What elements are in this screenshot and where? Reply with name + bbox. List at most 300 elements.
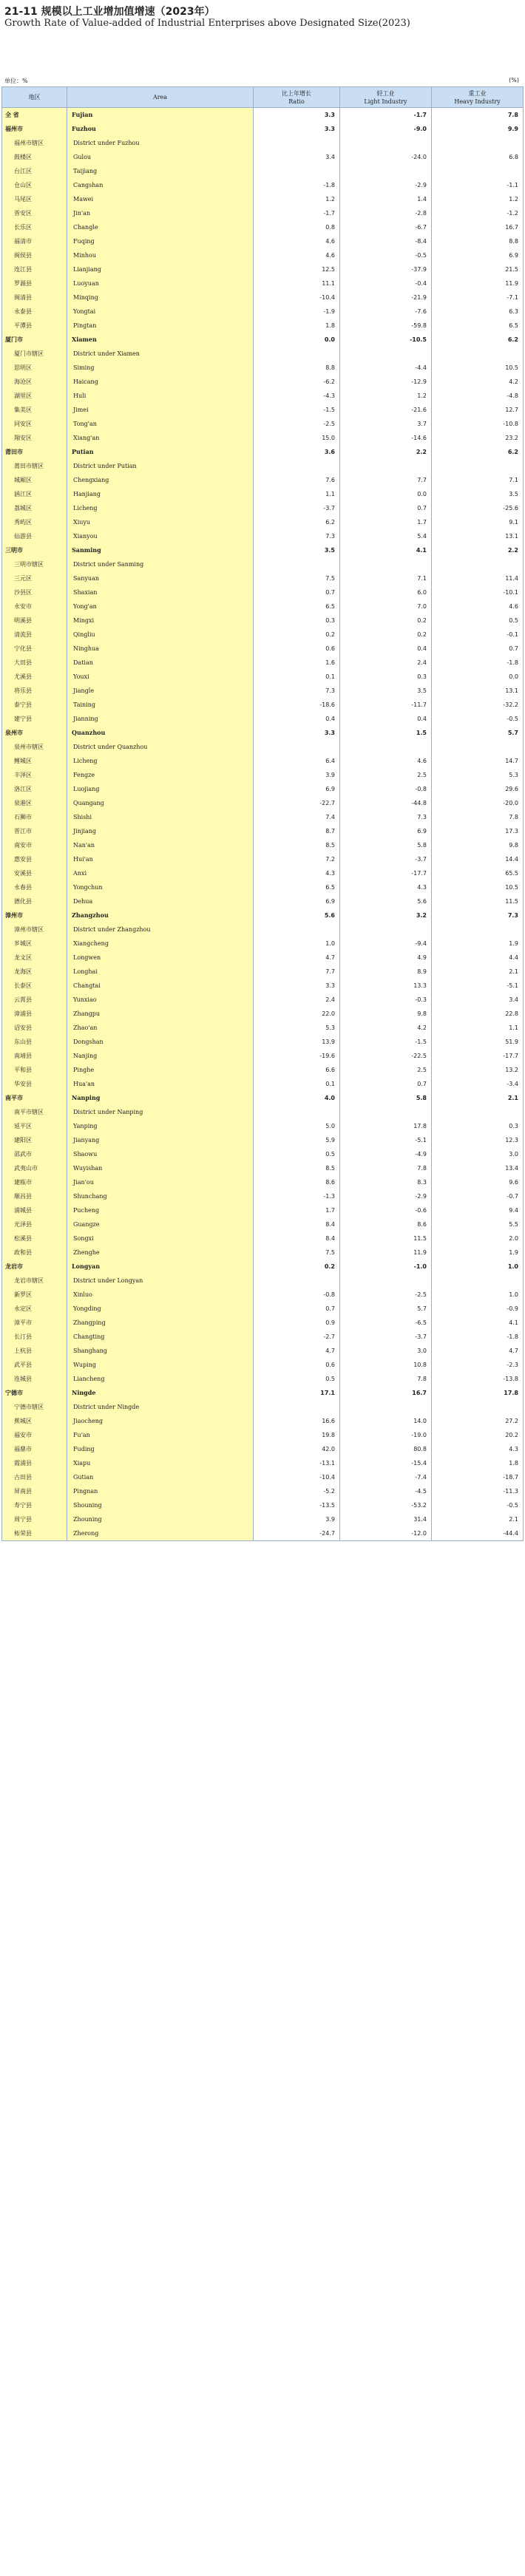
area-en-cell: Wuyishan: [67, 1161, 254, 1175]
header-heavy: [432, 87, 524, 108]
table-row: [2, 1007, 524, 1021]
light-cell: 6.0: [340, 585, 432, 599]
heavy-cell: -1.8: [432, 656, 524, 670]
table-row: [2, 1316, 524, 1330]
area-zh-cell: 厦门市: [2, 333, 67, 347]
header-area-en: Area: [67, 87, 254, 108]
light-cell: 4.9: [340, 951, 432, 965]
table-row: [2, 1133, 524, 1147]
table-row: [2, 136, 524, 150]
light-cell: -9.0: [340, 122, 432, 136]
table-row: [2, 880, 524, 894]
ratio-cell: 6.2: [254, 515, 340, 529]
area-en-cell: Luoyuan: [67, 276, 254, 290]
area-zh-cell: 闽清县: [2, 290, 67, 305]
area-en-cell: Yongding: [67, 1302, 254, 1316]
ratio-cell: 0.3: [254, 614, 340, 628]
ratio-cell: -13.1: [254, 1456, 340, 1470]
area-en-cell: District under Sanming: [67, 557, 254, 571]
heavy-cell: 0.3: [432, 1119, 524, 1133]
area-zh-cell: 仓山区: [2, 178, 67, 192]
area-zh-cell: 龙海区: [2, 965, 67, 979]
ratio-cell: 13.9: [254, 1035, 340, 1049]
area-en-cell: Zherong: [67, 1526, 254, 1541]
ratio-cell: 1.2: [254, 192, 340, 206]
light-cell: 31.4: [340, 1512, 432, 1526]
heavy-cell: 14.4: [432, 852, 524, 866]
heavy-cell: 27.2: [432, 1414, 524, 1428]
area-en-cell: Jin'an: [67, 206, 254, 220]
area-en-cell: Yongchun: [67, 880, 254, 894]
area-zh-cell: 鼓楼区: [2, 150, 67, 164]
table-row: [2, 768, 524, 782]
area-en-cell: Minqing: [67, 290, 254, 305]
area-zh-cell: 长泰区: [2, 979, 67, 993]
area-en-cell: Fuding: [67, 1442, 254, 1456]
area-en-cell: Shunchang: [67, 1189, 254, 1203]
area-zh-cell: 安溪县: [2, 866, 67, 880]
light-cell: -15.4: [340, 1456, 432, 1470]
area-zh-cell: 连江县: [2, 262, 67, 276]
ratio-cell: 8.5: [254, 838, 340, 852]
table-row: [2, 1442, 524, 1456]
area-zh-cell: 漳州市: [2, 908, 67, 922]
area-en-cell: Hanjiang: [67, 487, 254, 501]
heavy-cell: -17.7: [432, 1049, 524, 1063]
area-en-cell: Zhangpu: [67, 1007, 254, 1021]
table-row: [2, 305, 524, 319]
ratio-cell: 12.5: [254, 262, 340, 276]
unit-symbol: (%): [509, 77, 519, 84]
light-cell: -0.5: [340, 248, 432, 262]
header-heavy-en: Heavy Industry: [454, 98, 501, 105]
ratio-cell: [254, 740, 340, 754]
area-en-cell: District under Putian: [67, 459, 254, 473]
table-row: [2, 810, 524, 824]
table-row: [2, 670, 524, 684]
table-row: [2, 1274, 524, 1288]
light-cell: 0.7: [340, 1077, 432, 1091]
light-cell: [340, 136, 432, 150]
light-cell: 7.1: [340, 571, 432, 585]
area-en-cell: Datian: [67, 656, 254, 670]
area-en-cell: Yunxiao: [67, 993, 254, 1007]
light-cell: 2.4: [340, 656, 432, 670]
area-zh-cell: 莆田市: [2, 445, 67, 459]
light-cell: -0.3: [340, 993, 432, 1007]
ratio-cell: 7.6: [254, 473, 340, 487]
table-row: [2, 1428, 524, 1442]
area-zh-cell: 宁化县: [2, 642, 67, 656]
ratio-cell: 8.5: [254, 1161, 340, 1175]
light-cell: 4.3: [340, 880, 432, 894]
heavy-cell: 13.4: [432, 1161, 524, 1175]
table-row: [2, 150, 524, 164]
table-row: [2, 459, 524, 473]
area-zh-cell: 福安市: [2, 1428, 67, 1442]
light-cell: 7.8: [340, 1161, 432, 1175]
light-cell: 7.3: [340, 810, 432, 824]
table-row: [2, 754, 524, 768]
ratio-cell: 0.6: [254, 642, 340, 656]
heavy-cell: [432, 740, 524, 754]
area-zh-cell: 福鼎市: [2, 1442, 67, 1456]
area-zh-cell: 建阳区: [2, 1133, 67, 1147]
light-cell: 4.1: [340, 543, 432, 557]
area-en-cell: Anxi: [67, 866, 254, 880]
ratio-cell: 6.5: [254, 599, 340, 614]
area-en-cell: Ninghua: [67, 642, 254, 656]
heavy-cell: 3.0: [432, 1147, 524, 1161]
area-zh-cell: 大田县: [2, 656, 67, 670]
header-light-zh: 轻工业: [376, 89, 395, 97]
area-en-cell: Fengze: [67, 768, 254, 782]
area-zh-cell: 三明市: [2, 543, 67, 557]
ratio-cell: -1.9: [254, 305, 340, 319]
ratio-cell: -0.8: [254, 1288, 340, 1302]
area-zh-cell: 屏南县: [2, 1484, 67, 1498]
table-row: [2, 1400, 524, 1414]
area-zh-cell: 湖里区: [2, 389, 67, 403]
area-en-cell: Shaowu: [67, 1147, 254, 1161]
light-cell: -10.5: [340, 333, 432, 347]
area-zh-cell: 鲤城区: [2, 754, 67, 768]
ratio-cell: 0.7: [254, 1302, 340, 1316]
light-cell: 1.5: [340, 726, 432, 740]
heavy-cell: 22.8: [432, 1007, 524, 1021]
heavy-cell: 2.1: [432, 1512, 524, 1526]
area-en-cell: Licheng: [67, 754, 254, 768]
ratio-cell: 8.4: [254, 1231, 340, 1245]
light-cell: -1.0: [340, 1260, 432, 1274]
area-en-cell: Jianning: [67, 712, 254, 726]
area-en-cell: Siming: [67, 361, 254, 375]
heavy-cell: -4.8: [432, 389, 524, 403]
ratio-cell: 4.6: [254, 248, 340, 262]
table-row: [2, 375, 524, 389]
heavy-cell: 65.5: [432, 866, 524, 880]
area-en-cell: Shanghang: [67, 1344, 254, 1358]
ratio-cell: 1.1: [254, 487, 340, 501]
area-zh-cell: 蕉城区: [2, 1414, 67, 1428]
light-cell: [340, 1274, 432, 1288]
light-cell: -0.8: [340, 782, 432, 796]
ratio-cell: -18.6: [254, 698, 340, 712]
heavy-cell: [432, 557, 524, 571]
light-cell: 4.2: [340, 1021, 432, 1035]
area-en-cell: Xiapu: [67, 1456, 254, 1470]
heavy-cell: -20.0: [432, 796, 524, 810]
light-cell: -17.7: [340, 866, 432, 880]
table-row: [2, 192, 524, 206]
light-cell: -7.4: [340, 1470, 432, 1484]
table-row: [2, 937, 524, 951]
heavy-cell: 29.6: [432, 782, 524, 796]
table-row: [2, 515, 524, 529]
table-row: [2, 473, 524, 487]
area-zh-cell: 永定区: [2, 1302, 67, 1316]
table-row: [2, 234, 524, 248]
light-cell: -7.6: [340, 305, 432, 319]
light-cell: [340, 1400, 432, 1414]
heavy-cell: -1.1: [432, 178, 524, 192]
area-en-cell: Yanping: [67, 1119, 254, 1133]
area-en-cell: Quangang: [67, 796, 254, 810]
light-cell: [340, 740, 432, 754]
ratio-cell: -1.8: [254, 178, 340, 192]
table-row: [2, 501, 524, 515]
area-zh-cell: 长汀县: [2, 1330, 67, 1344]
area-en-cell: Cangshan: [67, 178, 254, 192]
ratio-cell: 3.3: [254, 979, 340, 993]
table-row-city: [2, 726, 524, 740]
ratio-cell: 0.1: [254, 670, 340, 684]
heavy-cell: 6.5: [432, 319, 524, 333]
area-zh-cell: 东山县: [2, 1035, 67, 1049]
area-en-cell: Xinluo: [67, 1288, 254, 1302]
area-en-cell: Sanyuan: [67, 571, 254, 585]
table-row: [2, 1245, 524, 1260]
ratio-cell: [254, 136, 340, 150]
ratio-cell: 3.9: [254, 1512, 340, 1526]
area-zh-cell: 平和县: [2, 1063, 67, 1077]
heavy-cell: 1.0: [432, 1260, 524, 1274]
area-en-cell: Haicang: [67, 375, 254, 389]
page-title-en: Growth Rate of Value-added of Industrial Enterprises above Designated Size(2023): [4, 18, 410, 29]
heavy-cell: 2.1: [432, 965, 524, 979]
header-light: [340, 87, 432, 108]
table-row: [2, 1105, 524, 1119]
table-row: [2, 1077, 524, 1091]
heavy-cell: 4.4: [432, 951, 524, 965]
ratio-cell: 0.9: [254, 1316, 340, 1330]
light-cell: 5.7: [340, 1302, 432, 1316]
area-en-cell: District under Nanping: [67, 1105, 254, 1119]
area-en-cell: Xiang'an: [67, 431, 254, 445]
light-cell: -12.0: [340, 1526, 432, 1541]
heavy-cell: 1.2: [432, 192, 524, 206]
ratio-cell: -1.5: [254, 403, 340, 417]
area-en-cell: Pucheng: [67, 1203, 254, 1217]
light-cell: 0.2: [340, 628, 432, 642]
table-row: [2, 248, 524, 262]
area-en-cell: Zhouning: [67, 1512, 254, 1526]
table-row: [2, 1035, 524, 1049]
light-cell: 16.7: [340, 1386, 432, 1400]
area-en-cell: Yongtai: [67, 305, 254, 319]
area-en-cell: Taining: [67, 698, 254, 712]
light-cell: 10.8: [340, 1358, 432, 1372]
table-row: [2, 979, 524, 993]
heavy-cell: 3.4: [432, 993, 524, 1007]
table-row: [2, 585, 524, 599]
light-cell: -1.5: [340, 1035, 432, 1049]
area-en-cell: Changle: [67, 220, 254, 234]
area-zh-cell: 上杭县: [2, 1344, 67, 1358]
area-en-cell: Changting: [67, 1330, 254, 1344]
area-en-cell: Shouning: [67, 1498, 254, 1512]
heavy-cell: 20.2: [432, 1428, 524, 1442]
area-en-cell: Luojiang: [67, 782, 254, 796]
area-en-cell: Jiangle: [67, 684, 254, 698]
light-cell: -59.8: [340, 319, 432, 333]
table-row: [2, 529, 524, 543]
light-cell: 8.3: [340, 1175, 432, 1189]
table-row-city: [2, 1260, 524, 1274]
heavy-cell: 1.1: [432, 1021, 524, 1035]
area-zh-cell: 思明区: [2, 361, 67, 375]
ratio-cell: 0.6: [254, 1358, 340, 1372]
ratio-cell: 7.5: [254, 1245, 340, 1260]
light-cell: 0.3: [340, 670, 432, 684]
area-zh-cell: 尤溪县: [2, 670, 67, 684]
area-en-cell: Chengxiang: [67, 473, 254, 487]
table-row: [2, 1358, 524, 1372]
area-zh-cell: 莆田市辖区: [2, 459, 67, 473]
heavy-cell: [432, 136, 524, 150]
area-en-cell: Longyan: [67, 1260, 254, 1274]
area-zh-cell: 全 省: [2, 108, 67, 123]
ratio-cell: 6.4: [254, 754, 340, 768]
ratio-cell: 0.1: [254, 1077, 340, 1091]
table-row: [2, 487, 524, 501]
area-en-cell: Minhou: [67, 248, 254, 262]
area-zh-cell: 永春县: [2, 880, 67, 894]
area-en-cell: Longwen: [67, 951, 254, 965]
table-row: [2, 220, 524, 234]
table-row: [2, 894, 524, 908]
heavy-cell: 11.4: [432, 571, 524, 585]
heavy-cell: 13.2: [432, 1063, 524, 1077]
table-row: [2, 838, 524, 852]
area-en-cell: Liancheng: [67, 1372, 254, 1386]
table-row: [2, 922, 524, 937]
ratio-cell: 1.7: [254, 1203, 340, 1217]
heavy-cell: 1.0: [432, 1288, 524, 1302]
ratio-cell: 7.3: [254, 684, 340, 698]
area-en-cell: Xianyou: [67, 529, 254, 543]
light-cell: -24.0: [340, 150, 432, 164]
area-zh-cell: 三元区: [2, 571, 67, 585]
light-cell: 5.6: [340, 894, 432, 908]
heavy-cell: 6.3: [432, 305, 524, 319]
table-header-row: [2, 87, 524, 108]
ratio-cell: 0.0: [254, 333, 340, 347]
heavy-cell: [432, 1105, 524, 1119]
ratio-cell: 6.5: [254, 880, 340, 894]
heavy-cell: 5.3: [432, 768, 524, 782]
table-row: [2, 417, 524, 431]
area-en-cell: Youxi: [67, 670, 254, 684]
light-cell: -4.5: [340, 1484, 432, 1498]
light-cell: 7.8: [340, 1372, 432, 1386]
heavy-cell: 9.1: [432, 515, 524, 529]
ratio-cell: 4.7: [254, 1344, 340, 1358]
area-zh-cell: 德化县: [2, 894, 67, 908]
ratio-cell: 7.7: [254, 965, 340, 979]
area-zh-cell: 平潭县: [2, 319, 67, 333]
heavy-cell: 6.2: [432, 333, 524, 347]
table-row-city: [2, 543, 524, 557]
area-en-cell: Mawei: [67, 192, 254, 206]
table-row: [2, 571, 524, 585]
light-cell: 3.2: [340, 908, 432, 922]
area-en-cell: Xiangcheng: [67, 937, 254, 951]
light-cell: 0.4: [340, 642, 432, 656]
area-zh-cell: 建瓯市: [2, 1175, 67, 1189]
area-zh-cell: 闽侯县: [2, 248, 67, 262]
area-zh-cell: 华安县: [2, 1077, 67, 1091]
table-row: [2, 852, 524, 866]
table-row: [2, 614, 524, 628]
light-cell: 11.5: [340, 1231, 432, 1245]
heavy-cell: 2.1: [432, 1091, 524, 1105]
area-zh-cell: 泰宁县: [2, 698, 67, 712]
ratio-cell: [254, 459, 340, 473]
area-zh-cell: 厦门市辖区: [2, 347, 67, 361]
heavy-cell: [432, 459, 524, 473]
header-area-zh: 地区: [2, 87, 67, 108]
area-en-cell: Dongshan: [67, 1035, 254, 1049]
ratio-cell: 17.1: [254, 1386, 340, 1400]
light-cell: 11.9: [340, 1245, 432, 1260]
ratio-cell: [254, 164, 340, 178]
light-cell: -21.9: [340, 290, 432, 305]
ratio-cell: 6.6: [254, 1063, 340, 1077]
area-en-cell: District under Zhangzhou: [67, 922, 254, 937]
area-en-cell: Mingxi: [67, 614, 254, 628]
light-cell: 0.2: [340, 614, 432, 628]
ratio-cell: 0.2: [254, 1260, 340, 1274]
ratio-cell: 1.0: [254, 937, 340, 951]
header-ratio-en: Ratio: [288, 98, 305, 105]
heavy-cell: 16.7: [432, 220, 524, 234]
area-zh-cell: 秀屿区: [2, 515, 67, 529]
heavy-cell: 1.9: [432, 937, 524, 951]
ratio-cell: 3.3: [254, 122, 340, 136]
table-row: [2, 1456, 524, 1470]
table-row: [2, 951, 524, 965]
heavy-cell: -1.8: [432, 1330, 524, 1344]
area-en-cell: Longhai: [67, 965, 254, 979]
area-en-cell: Jiaocheng: [67, 1414, 254, 1428]
ratio-cell: 4.6: [254, 234, 340, 248]
area-zh-cell: 顺昌县: [2, 1189, 67, 1203]
table-row: [2, 698, 524, 712]
light-cell: 80.8: [340, 1442, 432, 1456]
heavy-cell: 7.8: [432, 810, 524, 824]
area-en-cell: Gulou: [67, 150, 254, 164]
area-zh-cell: 南靖县: [2, 1049, 67, 1063]
table-row: [2, 782, 524, 796]
table-row: [2, 599, 524, 614]
table-row: [2, 628, 524, 642]
header-light-en: Light Industry: [364, 98, 407, 105]
ratio-cell: -19.6: [254, 1049, 340, 1063]
ratio-cell: 0.7: [254, 585, 340, 599]
heavy-cell: -2.3: [432, 1358, 524, 1372]
area-zh-cell: 涵江区: [2, 487, 67, 501]
table-row-city: [2, 122, 524, 136]
light-cell: 5.8: [340, 1091, 432, 1105]
area-en-cell: District under Xiamen: [67, 347, 254, 361]
ratio-cell: -22.7: [254, 796, 340, 810]
ratio-cell: 22.0: [254, 1007, 340, 1021]
heavy-cell: [432, 164, 524, 178]
heavy-cell: -1.2: [432, 206, 524, 220]
ratio-cell: 0.5: [254, 1147, 340, 1161]
table-row: [2, 1372, 524, 1386]
